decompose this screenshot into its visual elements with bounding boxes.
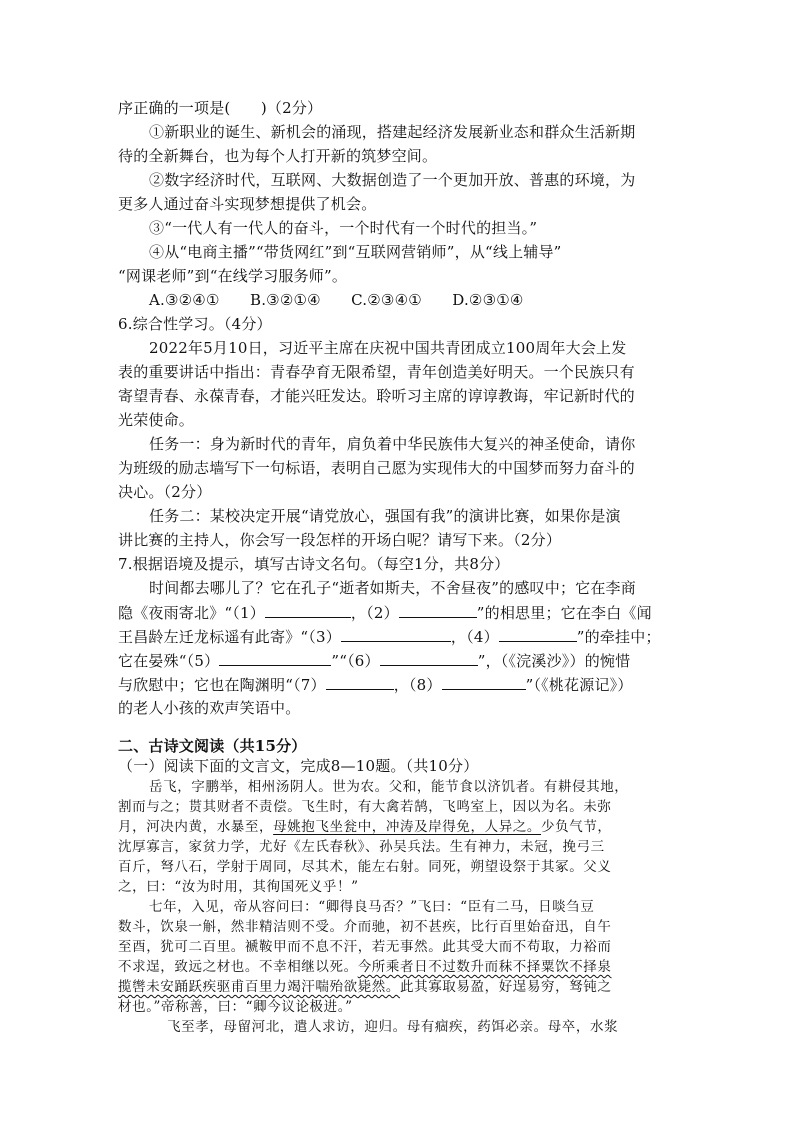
- answer-blank-7[interactable]: [326, 673, 394, 690]
- answer-blank-6[interactable]: [380, 649, 478, 666]
- passage-line-3-a: 月，河决内黄，水暴至，: [118, 819, 274, 835]
- answer-blank-3[interactable]: [341, 625, 451, 642]
- q6-intro-line-1: 2022年5月10日，习近平主席在庆祝中国共青团成立100周年大会上发: [149, 339, 627, 357]
- wavy-underlined-sentence: 今所乘者日不过数升而秣不择粟饮不择泉: [357, 959, 612, 975]
- wavy-underlined-sentence-cont: 揽辔未安踊跃疾驱甫百里力竭汗喘殆欲毙然。: [118, 979, 400, 995]
- q7-line-4: [118, 649, 630, 672]
- q6-task1-line-3: 决心。（2分）: [118, 483, 212, 501]
- q7-line-2: [118, 601, 652, 624]
- q6-title: 6.综合性学习。（4分）: [118, 315, 272, 333]
- q5-sentence-2-cont: 更多人通过奋斗实现梦想提供了机会。: [118, 195, 377, 213]
- q5-sentence-3: ③“一代人有一代人的奋斗，一个时代有一个时代的担当。”: [149, 219, 538, 237]
- q7-line-3-text-c: ”的牵挂中；: [576, 628, 661, 646]
- answer-blank-8[interactable]: [442, 673, 526, 690]
- q5-options: A.③②④① B.③②①④ C.②③④① D.②③①④: [149, 291, 524, 309]
- q6-intro-line-4: 光荣使命。: [118, 411, 195, 429]
- section-2-subheading: （一）阅读下面的文言文，完成8—10题。（共10分）: [118, 757, 479, 775]
- section-2-heading: 二、古诗文阅读（共15分）: [118, 737, 307, 755]
- passage-line-2: 割而与之；贳其财者不责偿。飞生时，有大禽若鹄，飞鸣室上，因以为名。未弥: [118, 799, 612, 815]
- answer-blank-2[interactable]: [399, 601, 477, 618]
- q6-task2-line-2: 讲比赛的主持人，你会写一段怎样的开场白呢？请写下来。（2分）: [118, 531, 562, 549]
- q5-stem: 序正确的一项是( )（2分）: [118, 99, 323, 117]
- passage-line-9: 至酉，犹可二百里。褫鞍甲而不息不汗，若无事然。此其受大而不苟取，力裕而: [118, 939, 612, 955]
- q5-sentence-4-cont: “网课老师”到“在线学习服务师”。: [118, 267, 348, 285]
- passage-line-7: 七年，入见，帝从容问曰：“卿得良马否？”飞曰：“臣有二马，日啖刍豆: [149, 899, 595, 915]
- answer-blank-5[interactable]: [219, 649, 331, 666]
- underlined-sentence-1: 母姚抱飞坐瓮中，冲涛及岸得免，人异之。: [273, 819, 542, 835]
- q6-intro-line-3: 寄望青春、永葆青春，才能兴旺发达。聆听习主席的谆谆教诲，牢记新时代的: [118, 387, 635, 405]
- passage-line-12: 材也。”帝称善，曰：“卿今议论极进。”: [118, 999, 353, 1015]
- q7-line-3: [118, 625, 661, 648]
- q5-sentence-1-cont: 待的全新舞台，也为每个人打开新的筑梦空间。: [118, 147, 438, 165]
- passage-line-11-b: 此其寡取易盈，好逞易穷，驽钝之: [400, 979, 612, 995]
- q7-line-5: [118, 673, 633, 696]
- passage-line-11: [118, 976, 612, 998]
- passage-line-4: 沈厚寡言，家贫力学，尤好《左氏春秋》、孙吴兵法。生有神力，未冠，挽弓三: [118, 839, 605, 855]
- q6-task1-line-1: 任务一：身为新时代的青年，肩负着中华民族伟大复兴的神圣使命，请你: [149, 435, 636, 453]
- q7-line-4-text-c: ”，（《浣溪沙》）的惋惜: [477, 652, 631, 670]
- q6-intro-line-2: 表的重要讲话中指出：青春孕育无限希望，青年创造美好明天。一个民族只有: [118, 363, 635, 381]
- q7-line-4-text-b: ”“（6）: [331, 652, 380, 670]
- passage-line-10-a: 不求逞，致远之材也。不幸相继以死。: [118, 959, 358, 975]
- q5-sentence-2: ②数字经济时代，互联网、大数据创造了一个更加开放、普惠的环境，为: [149, 171, 636, 189]
- answer-blank-1[interactable]: [265, 601, 351, 618]
- q6-task1-line-2: 为班级的励志墙写下一句标语，表明自己愿为实现伟大的中国梦而努力奋斗的: [118, 459, 635, 477]
- q7-line-5-text-a: 与欣慰中；它也在陶渊明“（7）: [118, 676, 326, 694]
- passage-line-13: 飞至孝，母留河北，遣人求访，迎归。母有痼疾，药饵必亲。母卒，水浆: [167, 1019, 619, 1035]
- q7-title: 7.根据语境及提示，填写古诗文名句。（每空1分，共8分）: [118, 555, 510, 573]
- q7-line-6: 的老人小孩的欢声笑语中。: [118, 699, 301, 717]
- passage-line-6: 之，曰：“汝为时用，其徇国死义乎！”: [118, 879, 359, 895]
- q5-sentence-4: ④从“电商主播”“带货网红”到“互联网营销师”，从“线上辅导”: [149, 243, 562, 261]
- q7-line-5-text-c: ”（《桃花源记》）: [525, 676, 633, 694]
- q7-line-2-text-a: 隐《夜雨寄北》“（1）: [118, 604, 265, 622]
- passage-line-5: 百斤，弩八石，学射于周同，尽其术，能左右射。同死，朔望设祭于其冢。父义: [118, 859, 612, 875]
- q7-line-3-text-a: 王昌龄左迁龙标遥有此寄》“（3）: [118, 628, 341, 646]
- passage-line-1: 岳飞，字鹏举，相州汤阴人。世为农。父和，能节食以济饥者。有耕侵其地，: [149, 779, 629, 795]
- passage-line-8: 数斗，饮泉一斛，然非精洁则不受。介而驰，初不甚疾，比行百里始奋迅，自午: [118, 919, 612, 935]
- passage-line-10: [118, 956, 612, 978]
- q7-line-2-text-c: ”的相思里；它在李白《闻: [476, 604, 652, 622]
- q7-line-3-text-b: ，（4）: [450, 628, 499, 646]
- passage-line-3-c: 少负气节，: [541, 819, 612, 835]
- q7-line-2-text-b: ，（2）: [350, 604, 399, 622]
- q7-line-1: 时间都去哪儿了？它在孔子“逝者如斯夫，不舍昼夜”的感叹中；它在李商: [149, 579, 636, 597]
- q5-sentence-1: ①新职业的诞生、新机会的涌现，搭建起经济发展新业态和群众生活新期: [149, 123, 636, 141]
- passage-line-3: [118, 816, 612, 838]
- q7-line-5-text-b: ，（8）: [393, 676, 442, 694]
- answer-blank-4[interactable]: [499, 625, 577, 642]
- q7-line-4-text-a: 它在晏殊“（5）: [118, 652, 220, 670]
- q6-task2-line-1: 任务二：某校决定开展“请党放心，强国有我”的演讲比赛，如果你是演: [149, 507, 621, 525]
